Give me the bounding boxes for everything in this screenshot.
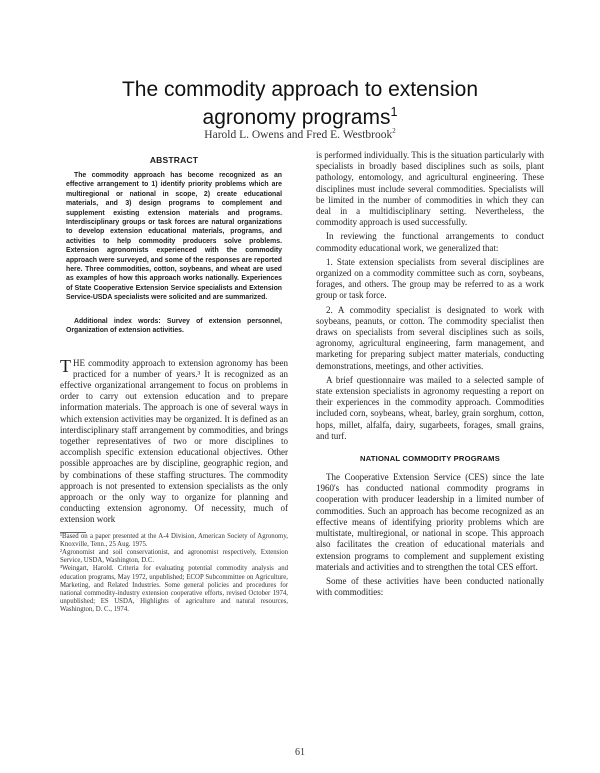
- paragraph-1: is performed individually. This is the situation particularly with specialists in broadly based disciplines such as soils, plant pathology, entomology, and agricultural engineering. These disciplines must include several commodities. Specialists will be limited in the number of commodities in which they can deal in a multidisciplinary setting. Nevertheless, the commodity approach is used successfully.: [316, 150, 544, 228]
- authors-footnote-marker: 2: [392, 128, 396, 135]
- intro-paragraph: [60, 355, 288, 526]
- paragraph-7: Some of these activities have been conducted nationally with commodities:: [316, 575, 544, 598]
- footnote-1: ¹Based on a paper presented at the A-4 Division, American Society of Agronomy, Knoxville, Tenn., 25 Aug. 1975.: [60, 532, 288, 548]
- authors: [60, 128, 540, 141]
- right-column: [316, 150, 544, 601]
- section-heading: NATIONAL COMMODITY PROGRAMS: [360, 454, 500, 464]
- paragraph-4: 2. A commodity specialist is designated to work with soybeans, peanuts, or cotton. The commodity specialist then draws on specialists from several disciplines such as soils, agronomy, agricultural engineering, farm management, and marketing for preparing subject matter materials, conducting demonstrations, meetings, and other activities.: [316, 304, 544, 371]
- abstract-text: The commodity approach has become recognized as an effective arrangement to 1) identify priority problems which are multiregional or national in scope, 2) create educational materials, and 3) design programs to complement and supplement existing extension materials and programs. Interdisciplinary groups or task forces are natural organizations to develop extension educational materials, programs, and activities to help commodity producers solve problems. Extension agronomists experienced with the commodity approach were surveyed, and some of the responses are reported here. Three commodities, cotton, soybeans, and wheat are used as examples of how this approach works nationally. Experiences of State Cooperative Extension Service specialists and Extension Service-USDA specialists were solicited and are summarized.: [66, 172, 282, 302]
- paragraph-3: 1. State extension specialists from several disciplines are organized on a commodity committee such as corn, soybeans, forages, and others. The group may be referred to as a work group or task force.: [316, 256, 544, 301]
- paragraph-6: The Cooperative Extension Service (CES) since the late 1960's has conducted national commodity programs in cooperation with producer leadership in a limited number of commodities. Such an approach has become recognized as an effective means of identifying priority problems which are multistate, multiregional, or national in scope. This approach also facilitates the creation of educational materials and extension programs to complement and supplement existing materials and activities and to strengthen the total CES effort.: [316, 472, 544, 572]
- drop-cap: T: [60, 355, 71, 376]
- paragraph-2: In reviewing the functional arrangements to conduct commodity educational work, we generalized that:: [316, 231, 544, 253]
- index-words: Additional index words: Survey of extension personnel, Organization of extension activities.: [66, 317, 282, 335]
- abstract-heading: ABSTRACT: [149, 155, 199, 165]
- author-names: Harold L. Owens and Fred E. Westbrook: [204, 128, 393, 141]
- footnote-2: ²Agronomist and soil conservationist, and agronomist respectively, Extension Service, USDA, Washington, D.C.: [60, 548, 288, 565]
- paragraph-5: A brief questionnaire was mailed to a selected sample of state extension specialists in agronomy requesting a report on their experiences in the commodity approach. Commodities included corn, soybeans, wheat, barley, grain sorghum, cotton, hops, millet, alfalfa, dairy, sugarbeets, forages, small grains, and turf.: [316, 374, 544, 441]
- intro-text: HE commodity approach to extension agronomy has been practiced for a number of years.³ It is recognized as an effective organizational arrangement to focus on problems in order to carry out extension education and to prepare information materials. The approach is one of several ways in which extension activities may be organized. It is defined as an interdisciplinary staff arrangement by commodities, and brings together representatives of two or more disciplines to accomplish specific extension educational objectives. Other possible approaches are by discipline, geographic region, and by combinations of these staffing structures. The commodity approach is not presented to extension specialists as the only approach or the only way to organize for planning and conducting extension agronomy. Of necessity, much of extension work: [60, 357, 288, 525]
- footnote-3: ³Weingart, Harold. Criteria for evaluating potential commodity analysis and education programs, May 1972, unpublished; ECOP Subcommittee on Agriculture, Marketing, and Related Industries. Some general policies and procedures for national commodity-industry extension cooperative efforts, revised October 1974, unpublished; ES USDA, Highlights of agriculture and natural resources, Washington, D. C., 1974.: [60, 565, 288, 614]
- title-line-1: The commodity approach to extension: [121, 78, 479, 101]
- left-column: [60, 150, 288, 615]
- title-line-2: agronomy programs: [202, 106, 391, 129]
- title-footnote-marker: 1: [390, 105, 398, 119]
- page-number: 61: [295, 747, 305, 758]
- article-title: [60, 78, 540, 129]
